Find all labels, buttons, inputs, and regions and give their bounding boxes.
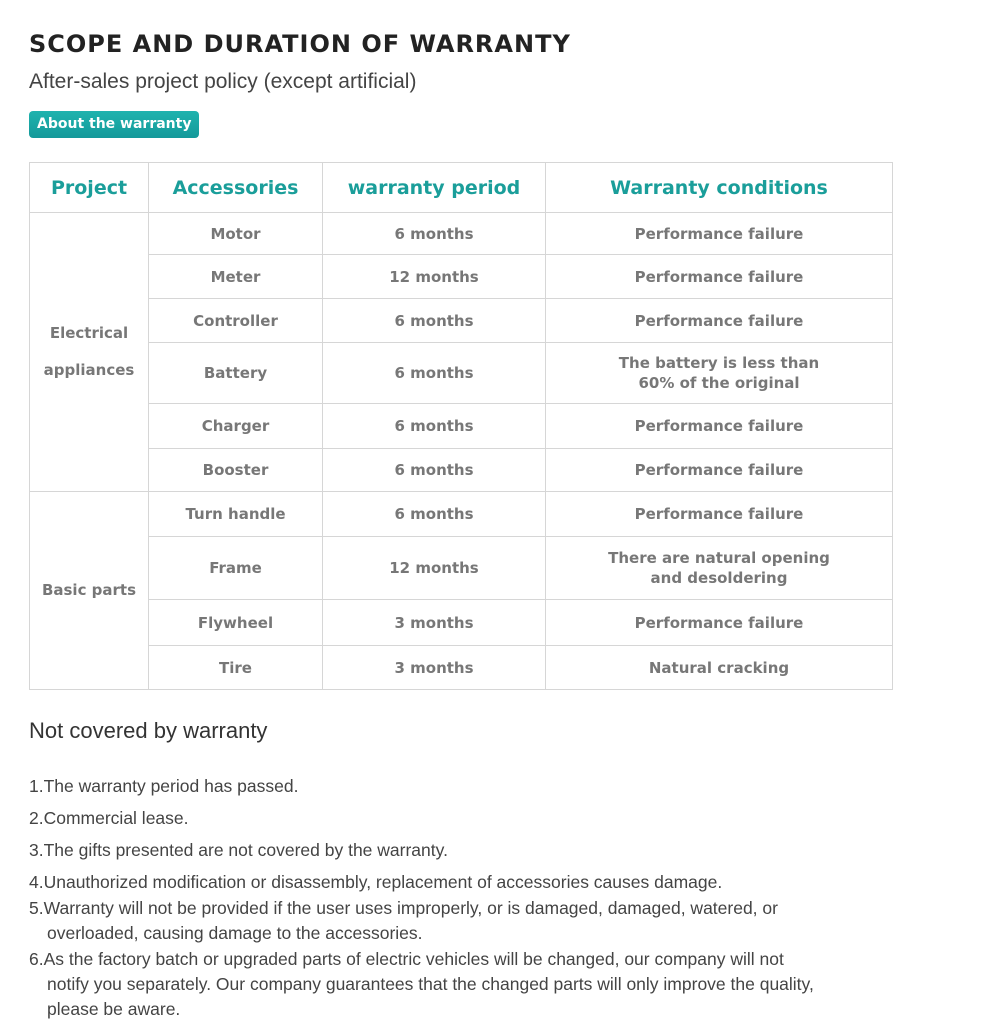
table-row xyxy=(30,255,893,299)
list-item: 5.Warranty will not be provided if the user uses improperly, or is damaged, damaged, watered, or overloaded, causing damage to the accessories. xyxy=(29,898,778,943)
header-warranty-conditions: Warranty conditions xyxy=(546,163,893,213)
accessory-cell: Flywheel xyxy=(149,600,323,646)
accessory-cell: Meter xyxy=(149,255,323,299)
about-warranty-badge: About the warranty xyxy=(29,111,199,138)
condition-cell: Performance failure xyxy=(546,600,893,646)
header-warranty-period: warranty period xyxy=(323,163,546,213)
condition-cell: Performance failure xyxy=(546,255,893,299)
table-row xyxy=(30,537,893,600)
condition-cell: Natural cracking xyxy=(546,646,893,690)
accessory-cell: Controller xyxy=(149,299,323,343)
period-cell: 3 months xyxy=(323,600,546,646)
list-item: 3.The gifts presented are not covered by the warranty. xyxy=(29,840,448,860)
accessory-cell: Turn handle xyxy=(149,492,323,537)
table-row xyxy=(30,299,893,343)
period-cell: 6 months xyxy=(323,404,546,449)
period-cell: 6 months xyxy=(323,213,546,255)
condition-cell: There are natural opening and desoldering xyxy=(546,537,893,600)
period-cell: 6 months xyxy=(323,449,546,492)
table-row xyxy=(30,404,893,449)
table-row xyxy=(30,492,893,537)
period-cell: 6 months xyxy=(323,492,546,537)
project-cell: Electrical appliances xyxy=(30,213,149,492)
accessory-cell: Frame xyxy=(149,537,323,600)
page-title: SCOPE AND DURATION OF WARRANTY xyxy=(29,30,571,58)
table-header-row xyxy=(30,163,893,213)
project-cell: Basic parts xyxy=(30,492,149,690)
list-item: 2.Commercial lease. xyxy=(29,808,189,828)
table-row xyxy=(30,600,893,646)
not-covered-heading: Not covered by warranty xyxy=(29,718,268,743)
accessory-cell: Motor xyxy=(149,213,323,255)
condition-cell: Performance failure xyxy=(546,404,893,449)
accessory-cell: Battery xyxy=(149,343,323,404)
accessory-cell: Charger xyxy=(149,404,323,449)
table-row xyxy=(30,343,893,404)
period-cell: 12 months xyxy=(323,537,546,600)
not-covered-list xyxy=(29,774,827,1029)
list-item: 6.As the factory batch or upgraded parts of electric vehicles will be changed, our company will not notify you separately. Our company guarantees that the changed parts will only improve the quality, please be aware. xyxy=(29,949,814,1019)
period-cell: 3 months xyxy=(323,646,546,690)
table-row xyxy=(30,449,893,492)
page-subtitle: After-sales project policy (except artificial) xyxy=(29,70,417,93)
period-cell: 6 months xyxy=(323,299,546,343)
condition-cell: The battery is less than 60% of the original xyxy=(546,343,893,404)
accessory-cell: Booster xyxy=(149,449,323,492)
condition-cell: Performance failure xyxy=(546,492,893,537)
condition-cell: Performance failure xyxy=(546,213,893,255)
warranty-table xyxy=(29,162,893,690)
condition-cell: Performance failure xyxy=(546,299,893,343)
list-item: 1.The warranty period has passed. xyxy=(29,776,299,796)
period-cell: 6 months xyxy=(323,343,546,404)
condition-cell: Performance failure xyxy=(546,449,893,492)
header-project: Project xyxy=(30,163,149,213)
period-cell: 12 months xyxy=(323,255,546,299)
accessory-cell: Tire xyxy=(149,646,323,690)
table-row xyxy=(30,213,893,255)
table-row xyxy=(30,646,893,690)
list-item: 4.Unauthorized modification or disassembly, replacement of accessories causes damage. xyxy=(29,872,723,892)
header-accessories: Accessories xyxy=(149,163,323,213)
